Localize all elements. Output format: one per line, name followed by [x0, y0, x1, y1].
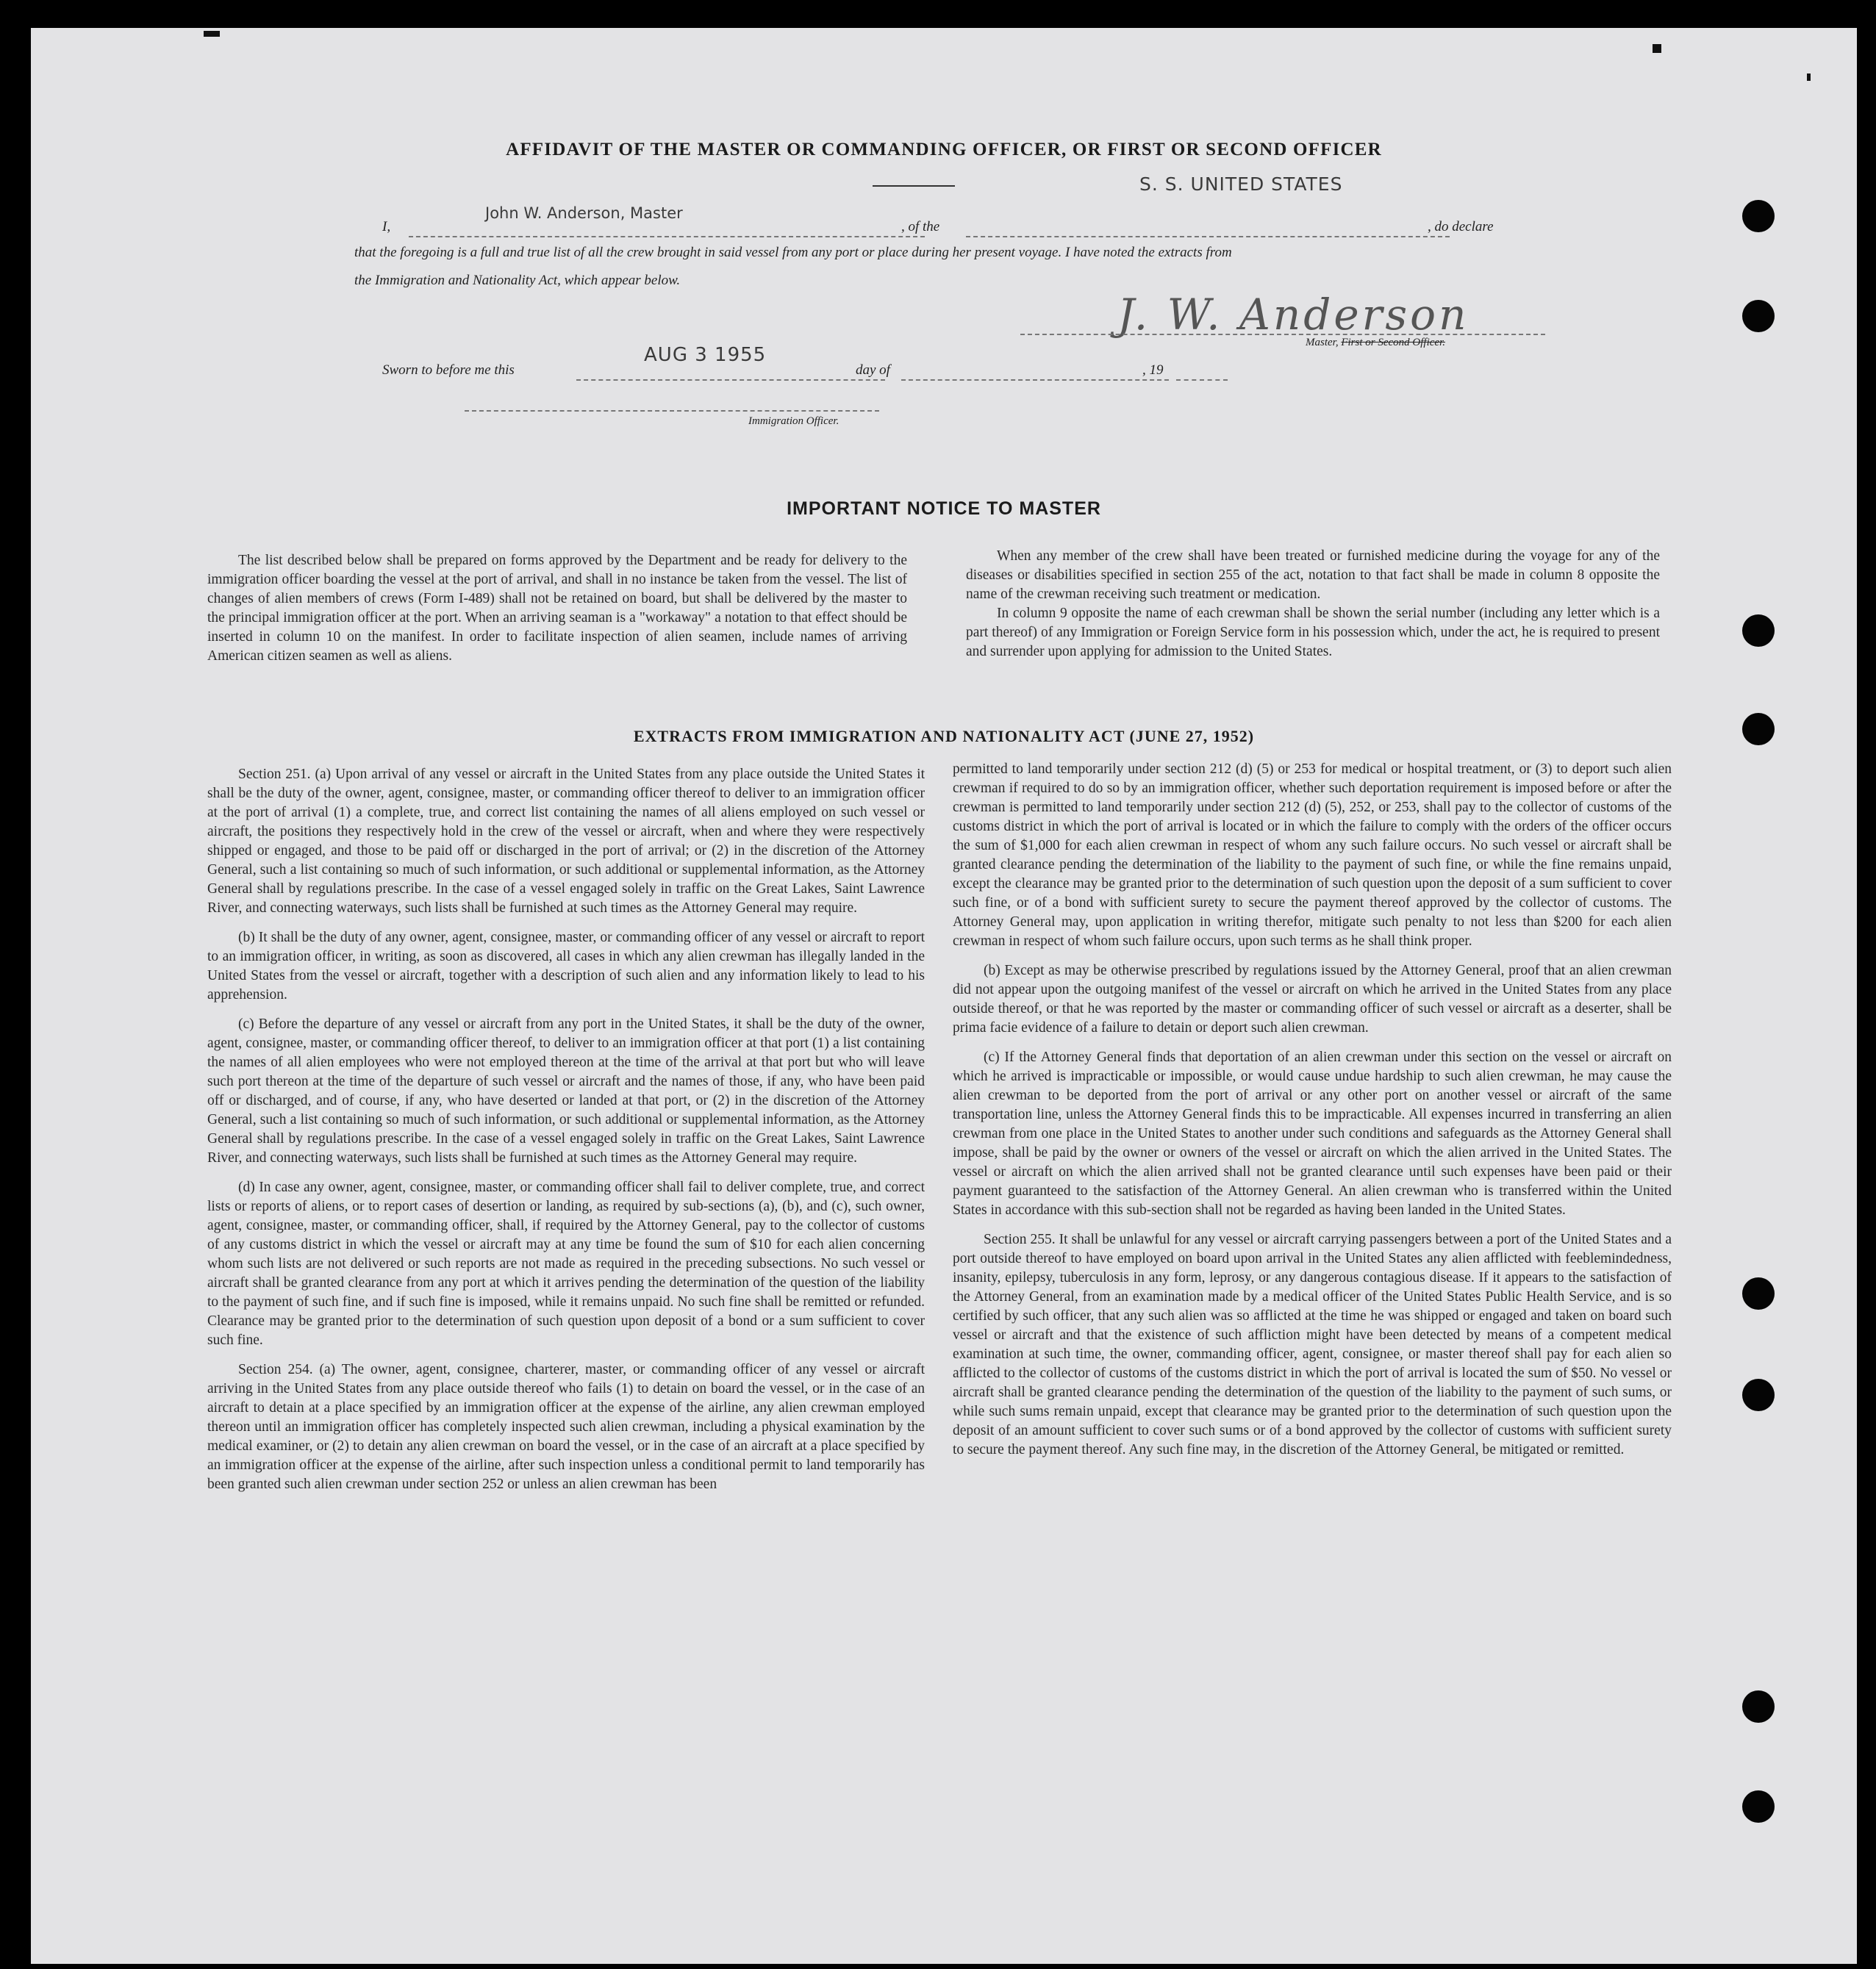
- day-of-label: day of: [856, 362, 890, 378]
- month-blank: [901, 379, 1169, 381]
- punch-hole: [1742, 713, 1775, 745]
- extracts-title: EXTRACTS FROM IMMIGRATION AND NATIONALITY ACT (JUNE 27, 1952): [633, 727, 1255, 745]
- of-the-label: , of the: [901, 219, 940, 234]
- notice-right-paragraph-1: When any member of the crew shall have been treated or furnished medicine during the voyage for any of the diseases or disabilities specified in section 255 of the act, notation to that fact shall be made in column 8 opposite the name of the crewman receiving such treatment or medication.: [966, 548, 1660, 602]
- immigration-officer-blank: [465, 410, 879, 412]
- extract-paragraph: (c) If the Attorney General finds that deportation of an alien crewman under this section on the vessel or aircraft on which he arrived is impracticable or impossible, or would cause undue hardship to such alien crewman, he may cause the alien crewman to be deported from the port of arrival or any other port on another vessel or aircraft of the same transportation line, unless the Attorney General finds this to be impracticable. All expenses incurred in transferring an alien crewman from one place in the United States to another under such conditions and safeguards as the Attorney General shall impose, shall be paid by the owner or owners of the vessel or aircraft on which the alien arrived in the United States. The vessel or aircraft on which the alien arrived shall not be granted clearance until such expenses have been paid or their payment guaranteed to the satisfaction of the Attorney General. An alien crewman who is transferred within the United States in accordance with this sub-section shall not be regarded as having been landed in the United States.: [953, 1050, 1672, 1218]
- immigration-officer-caption: Immigration Officer.: [748, 415, 839, 427]
- scan-speck: [204, 31, 220, 37]
- signature-blank: [1020, 334, 1545, 335]
- extract-paragraph: (b) It shall be the duty of any owner, agent, consignee, master, or commanding officer of any vessel or aircraft to report to an immigration officer, in writing, as soon as discovered, all cases in which any alien crewman has illegally landed in the United States from the vessel or aircraft, together with a description of such alien and any information likely to lead to his apprehension.: [207, 930, 925, 1003]
- notice-left-column: [207, 551, 907, 676]
- punch-hole: [1742, 1379, 1775, 1411]
- extract-paragraph: Section 251. (a) Upon arrival of any vessel or aircraft in the United States from any place outside the United States it shall be the duty of the owner, agent, consignee, master, or commanding officer thereof to deliver to an immigration officer at the port of arrival (1) a complete, true, and correct list containing the names of all aliens employed on such vessel or aircraft, the positions they respectively hold in the crew of the vessel or aircraft, when and where they were respectively shipped or engaged, and those to be paid off or discharged in the port of arrival; or (2) in the discretion of the Attorney General, such a list containing so much of such information, or such additional or supplemental information, as the Attorney General shall by regulations prescribe. In the case of a vessel engaged solely in traffic on the Great Lakes, Saint Lawrence River, and connecting waterways, such lists shall be furnished at such times as the Attorney General may require.: [207, 767, 925, 916]
- year-prefix: , 19: [1142, 362, 1164, 378]
- extracts-left-column: [207, 765, 925, 1504]
- caption-master: Master,: [1306, 337, 1339, 348]
- punch-hole: [1742, 200, 1775, 232]
- year-blank: [1176, 379, 1228, 381]
- notice-right-column: [966, 547, 1660, 661]
- signature-caption: [1306, 337, 1445, 349]
- extract-paragraph: (d) In case any owner, agent, consignee, master, or commanding officer shall fail to deliver complete, true, and correct lists or reports of aliens, or to report cases of desertion or landing, as required by sub-sections (a), (b), and (c), such owner, agent, consignee, master, or commanding officer, shall, if required by the Attorney General, pay to the collector of customs of any customs district in which the vessel or aircraft may at any time be found the sum of $10 for each alien concerning whom such lists are not delivered or such reports are not made as required in the preceding subsections. No such vessel or aircraft shall be granted clearance from any port at which it arrives pending the determination of the question of the liability to the payment of such fine, and if such fine is imposed, while it remains unpaid. No such fine shall be remitted or refunded. Clearance may be granted prior to the determination of such question upon deposit of a bond or a sum sufficient to cover such fine.: [207, 1180, 925, 1348]
- affidavit-body-line2: that the foregoing is a full and true list of all the crew brought in said vessel from any port or place during her present voyage. I have noted the extracts from: [354, 245, 1232, 260]
- sworn-date-stamp: AUG 3 1955: [644, 344, 767, 366]
- caption-struck-officer: First or Second Officer.: [1341, 337, 1445, 348]
- extract-paragraph: (c) Before the departure of any vessel or aircraft from any port in the United States, it shall be the duty of the owner, agent, consignee, master, or commanding officer thereof, to deliver to an immigration officer at that port (1) a list containing the names of all alien employees who were not employed thereon at the time of the arrival at that port but who will leave such port thereon at the time of the departure of such vessel or aircraft and the names of those, if any, who have been paid off or discharged, and of course, if any, who have deserted or landed at that port, or (2) in the discretion of the Attorney General, such a list containing so much of such information, or such additional or supplemental information, as the Attorney General shall by regulations prescribe. In the case of a vessel engaged solely in traffic on the Great Lakes, Saint Lawrence River, and connecting waterways, such lists shall be furnished at such times as the Attorney General may require.: [207, 1016, 925, 1166]
- punch-hole: [1742, 1790, 1775, 1823]
- master-signature: J. W. Anderson: [1117, 290, 1469, 340]
- extract-paragraph: permitted to land temporarily under section 212 (d) (5) or 253 for medical or hospital treatment, or (3) to deport such alien crewman if required to do so by an immigration officer, whether such deportation requirement is imposed before or after the crewman is permitted to land temporarily under section 212 (d) (5), 252, or 253, shall pay to the collector of customs of the customs district in which the port of arrival is located or in which the failure to comply with the orders of the officer occurs the sum of $1,000 for each alien crewman in respect of whom any such failure occurs. No such vessel or aircraft shall be granted clearance pending the determination of the liability to the payment of such fine, or while the fine remains unpaid, except the clearance may be granted prior to the determination of such question upon the deposit of a sum sufficient to cover such fine, or of a bond with sufficient surety to secure the payment thereof approved by the collector of customs. The Attorney General may, upon application in writing therefor, mitigate such penalty to not less than $200 for each alien crewman in respect of whom such failure occurs, upon such terms as he shall think proper.: [953, 761, 1672, 949]
- extract-paragraph: (b) Except as may be otherwise prescribed by regulations issued by the Attorney General, proof that an alien crewman did not appear upon the outgoing manifest of the vessel or aircraft on which he arrived in the United States from any place outside thereof, or that he was reported by the master or commanding officer of such vessel or aircraft as a deserter, shall be prima facie evidence of a failure to detain or deport such alien crewman.: [953, 963, 1672, 1036]
- document-page: [31, 28, 1857, 1964]
- title-rule: [873, 185, 955, 187]
- vessel-name: S. S. UNITED STATES: [1139, 173, 1343, 195]
- punch-hole: [1742, 300, 1775, 332]
- punch-hole: [1742, 1690, 1775, 1723]
- scan-speck: [1653, 44, 1661, 53]
- scan-speck: [1807, 73, 1811, 81]
- extract-paragraph: Section 255. It shall be unlawful for any vessel or aircraft carrying passengers between a port of the United States and a port outside thereof to have employed on board upon arrival in the United States any alien afflicted with feeblemindedness, insanity, epilepsy, tuberculosis in any form, leprosy, or any dangerous contagious disease. If it appears to the satisfaction of the Attorney General, from an examination made by a medical officer of the United States Public Health Service, and is so certified by such officer, that any such alien was so afflicted at the time he was shipped or engaged and taken on board such vessel or aircraft and that the existence of such affliction might have been detected by means of a competent medical examination at such time, the owner, commanding officer, agent, consignee, or master thereof shall pay for each alien so afflicted to the collector of customs of the customs district in which the port of arrival is located the sum of $50. No vessel or aircraft shall be granted clearance pending the determination of the question of the liability to the payment of such sums, or while such sums remain unpaid, except that clearance may be granted prior to the determination of such question upon the deposit of an amount sufficient to cover such sums or of a bond approved by the collector of customs with sufficient surety to secure the payment thereof. Any such fine may, in the discretion of the Attorney General, be mitigated or remitted.: [953, 1232, 1672, 1457]
- affidavit-body-line3: the Immigration and Nationality Act, which appear below.: [354, 273, 681, 288]
- sworn-date-blank: [576, 379, 885, 381]
- affidavit-title: AFFIDAVIT OF THE MASTER OR COMMANDING OFFICER, OR FIRST OR SECOND OFFICER: [506, 140, 1382, 159]
- declarant-blank: [409, 236, 925, 237]
- do-declare-label: , do declare: [1428, 219, 1494, 234]
- notice-right-paragraph-2: In column 9 opposite the name of each crewman shall be shown the serial number (including any letter which is a part thereof) of any Immigration or Foreign Service form in his possession which, under the act, he is required to present and surrender upon applying for admission to the United States.: [966, 606, 1660, 659]
- vessel-blank: [966, 236, 1450, 237]
- extract-paragraph: Section 254. (a) The owner, agent, consignee, charterer, master, or commanding officer of any vessel or aircraft arriving in the United States from any place outside thereof who fails (1) to detain on board the vessel, or in the case of an aircraft to detain at a place specified by an immigration officer at the expense of the airline, any alien crewman employed thereon until an immigration officer has completely inspected such alien crewman, including a physical examination by the medical examiner, or (2) to detain any alien crewman on board the vessel, or in the case of an aircraft at a place specified by an immigration officer at the expense of the airline, after such inspection unless a conditional permit to land temporarily has been granted such alien crewman under section 252 or unless an alien crewman has been: [207, 1362, 925, 1492]
- sworn-label: Sworn to before me this: [382, 362, 515, 378]
- notice-left-paragraph: The list described below shall be prepared on forms approved by the Department and be ready for delivery to the immigration officer boarding the vessel at the port of arrival, and shall in no instance be taken from the vessel. The list of changes of alien members of crews (Form I-489) shall not be retained on board, but shall be delivered by the master to the principal immigration officer at the port. When an arriving seaman is a "workaway" a notation to that effect should be inserted in column 10 on the manifest. In order to facilitate inspection of alien seamen, include names of arriving American citizen seamen as well as aliens.: [207, 553, 907, 664]
- punch-hole: [1742, 1277, 1775, 1310]
- notice-title: IMPORTANT NOTICE TO MASTER: [787, 498, 1101, 519]
- punch-hole: [1742, 614, 1775, 647]
- declarant-name: John W. Anderson, Master: [485, 204, 683, 222]
- line1-prefix: I,: [382, 219, 391, 234]
- extracts-right-column: [953, 760, 1672, 1470]
